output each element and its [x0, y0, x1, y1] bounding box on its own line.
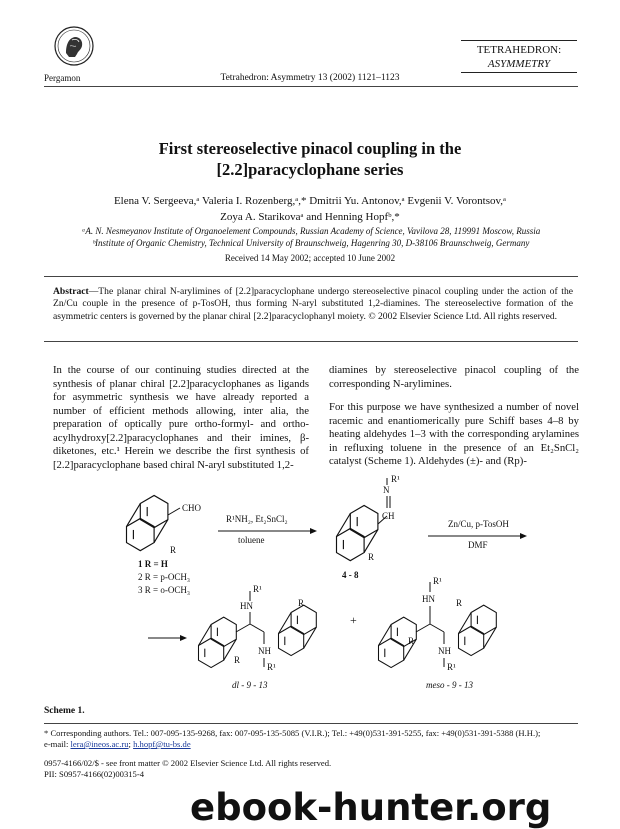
- compound-label: 1 R = H: [138, 559, 168, 569]
- r-label: R: [170, 545, 177, 555]
- footnote-text: * Corresponding authors. Tel.: 007-095-135-9268, fax: 007-095-135-5085 (V.I.R.); Tel.: +49(0)531-391-5255, fax: +49(0)531-391-5388 (H.H.);: [44, 728, 541, 738]
- r-label: R: [298, 598, 305, 608]
- hn-label: HN: [240, 601, 253, 611]
- corresponding-author-footnote: [44, 728, 584, 750]
- reaction-scheme: [110, 474, 580, 699]
- cho-label: CHO: [182, 503, 202, 513]
- email-link[interactable]: lera@ineos.ac.ru: [70, 739, 129, 749]
- watermark: ebook-hunter.org: [190, 786, 552, 829]
- authors-line2: Zoya A. Starikovaᵃ and Henning Hopfᵇ,*: [220, 211, 400, 223]
- reagents-step1: R¹NH₂, Et₂SnCl₂: [226, 514, 288, 524]
- journal-name-box: [461, 40, 577, 73]
- journal-name-line1: TETRAHEDRON:: [476, 44, 562, 56]
- affiliation-a: ᵃA. N. Nesmeyanov Institute of Organoelement Compounds, Russian Academy of Science, Vavilova 28, 119991 Moscow, Russia: [81, 226, 541, 236]
- journal-reference: Tetrahedron: Asymmetry 13 (2002) 1121–1123: [220, 73, 400, 83]
- abstract-text: —The planar chiral N-arylimines of [2.2]paracyclophane undergo stereoselective pinacol coupling under the action of the Zn/Cu couple in the presence of p-TosOH, thus forming N-aryl substituted 1,2-diamines. The stereoselective formation of the asymmetric centers is governed by the planar chiral [2.2]paracyclophanyl moiety. © 2002 Elsevier Science Ltd. All rights reserved.: [53, 286, 573, 322]
- plus-sign: +: [350, 613, 357, 627]
- reaction-arrow-3: [148, 635, 187, 641]
- email-link[interactable]: h.hopf@tu-bs.de: [133, 739, 191, 749]
- abstract-rule-top: [44, 276, 578, 277]
- compound-label: dl - 9 - 13: [232, 680, 268, 690]
- abstract: [53, 286, 573, 323]
- n-label: N: [383, 485, 390, 495]
- hn-label: HN: [422, 594, 435, 604]
- solvent-step2: DMF: [468, 540, 488, 550]
- copyright-line: 0957-4166/02/$ - see front matter © 2002 Elsevier Science Ltd. All rights reserved.: [44, 758, 332, 768]
- journal-name-line2: ASYMMETRY: [487, 58, 551, 70]
- meso-diamine-structure: [379, 576, 497, 672]
- body-paragraph: For this purpose we have synthesized a number of novel racemic and enantiomerically pure Schiff bases 4–8 by heating aldehydes 1–3 with the corresponding arylamines in refluxing toluene in the presence of an Et₂SnCl₂ catalyst (Scheme 1). Aldehydes (±)- and (Rp)-: [329, 401, 579, 467]
- r-label: R: [234, 655, 241, 665]
- title-line2: [2.2]paracyclophane series: [216, 160, 404, 179]
- publisher-name: Pergamon: [44, 73, 81, 83]
- r-label: R: [368, 552, 375, 562]
- authors-line1: Elena V. Sergeeva,ᵃ Valeria I. Rozenberg,ᵃ,* Dmitrii Yu. Antonov,ᵃ Evgenii V. Vorontsov,ᵃ: [113, 195, 507, 207]
- reaction-arrow-2: [428, 533, 527, 539]
- body-column-left: In the course of our continuing studies directed at the synthesis of planar chiral [2.2]paracyclophanes as ligands for asymmetric synthesis we have already reported a number of efficient methods allowing, inter alia, the preparation of optically pure ortho-formyl- and ortho-acylhydroxy[2.2]paracyclophanes and their imines, β-diketones, etc.¹ Herein we describe the first synthesis of [2.2]paracyclophane based chiral N-aryl substituted 1,2-: [53, 364, 309, 471]
- compound-label: 4 - 8: [342, 570, 359, 580]
- r1-label: R¹: [447, 662, 456, 672]
- email-separator: ;: [128, 739, 134, 749]
- received-dates: Received 14 May 2002; accepted 10 June 2002: [224, 253, 396, 263]
- footnote-rule: [44, 723, 578, 724]
- r1-label: R¹: [391, 474, 400, 484]
- abstract-rule-bottom: [44, 341, 578, 342]
- r1-label: R¹: [253, 584, 262, 594]
- r-label: R: [456, 598, 463, 608]
- author-list: [60, 193, 560, 225]
- scheme-caption: Scheme 1.: [44, 706, 85, 716]
- header-rule: [44, 86, 578, 87]
- compound-label: 3 R = o-OCH₃: [138, 585, 190, 595]
- article-title: [0, 138, 620, 180]
- imine-structure: [337, 474, 401, 562]
- compound-label: 2 R = p-OCH₃: [138, 572, 190, 582]
- body-paragraph: diamines by stereoselective pinacol coupling of the corresponding N-arylimines.: [329, 364, 579, 390]
- r1-label: R¹: [433, 576, 442, 586]
- solvent-step1: toluene: [238, 535, 265, 545]
- ch-label: CH: [382, 511, 395, 521]
- affiliation-b: ᵇInstitute of Organic Chemistry, Technical University of Braunschweig, Hagenring 30, D-38106 Braunschweig, Germany: [92, 238, 530, 248]
- reaction-arrow-1: [218, 528, 317, 534]
- footnote-emails: [44, 739, 584, 750]
- compound-label: meso - 9 - 13: [426, 680, 473, 690]
- pii-line: PII: S0957-4166(02)00315-4: [44, 769, 145, 779]
- abstract-label: Abstract: [53, 286, 89, 297]
- dl-diamine-structure: [199, 584, 317, 672]
- aldehyde-structure: [127, 495, 202, 555]
- nh-label: NH: [258, 646, 271, 656]
- reagents-step2: Zn/Cu, p-TosOH: [448, 519, 509, 529]
- affiliations: [44, 225, 578, 249]
- nh-label: NH: [438, 646, 451, 656]
- r1-label: R¹: [267, 662, 276, 672]
- title-line1: First stereoselective pinacol coupling in the: [158, 139, 462, 158]
- front-matter: [44, 758, 331, 780]
- email-prefix: e-mail:: [44, 739, 71, 749]
- body-column-right: [329, 364, 579, 479]
- r-label: R: [408, 636, 415, 646]
- publisher-logo: [54, 26, 94, 66]
